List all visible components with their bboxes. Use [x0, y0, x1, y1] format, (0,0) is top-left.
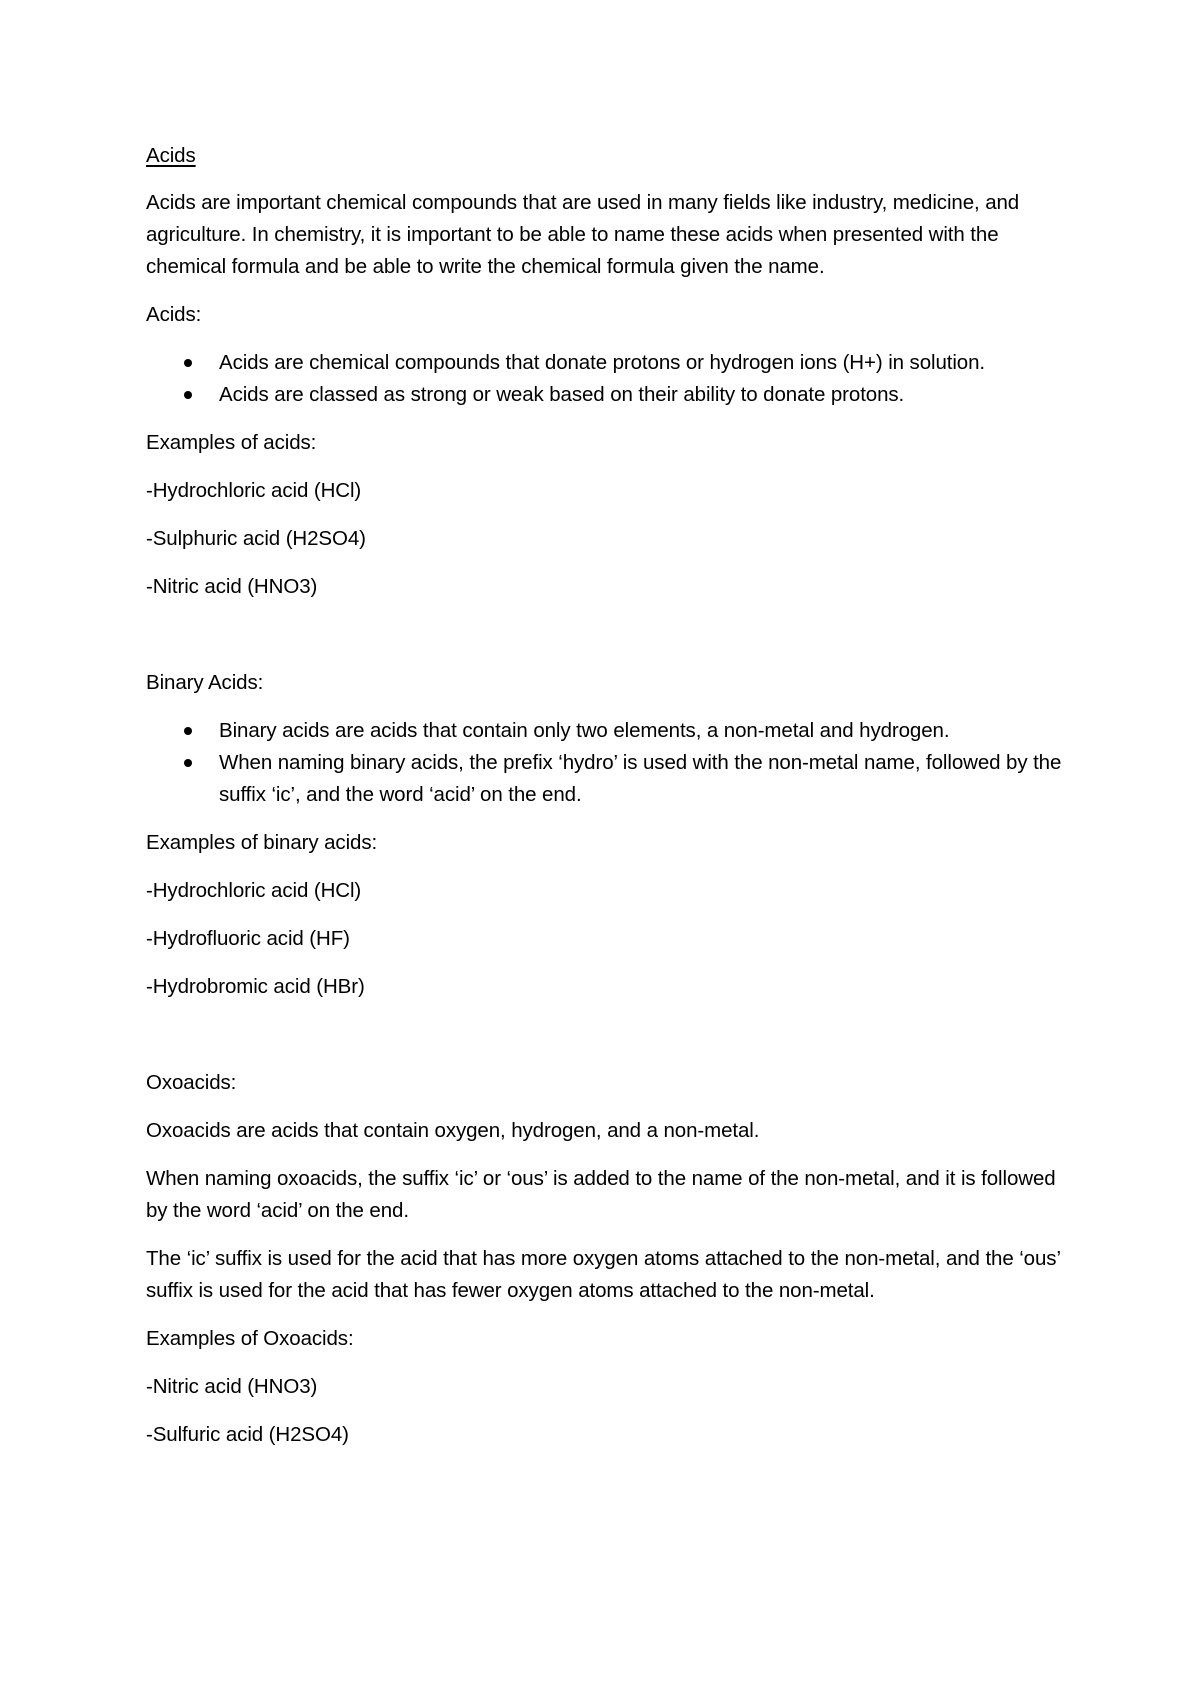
example-item: -Nitric acid (HNO3)	[146, 1375, 318, 1398]
bullet-item	[146, 379, 1066, 411]
bullet-text: Binary acids are acids that contain only two elements, a non-metal and hydrogen.	[219, 719, 950, 742]
oxoacids-paragraph: The ‘ic’ suffix is used for the acid that has more oxygen atoms attached to the non-metal, and the ‘ous’ suffix is used for the acid that has fewer oxygen atoms attached to the non-metal.	[146, 1247, 1061, 1302]
bullet-item	[146, 715, 1066, 747]
intro-paragraph: Acids are important chemical compounds that are used in many fields like industry, medicine, and agriculture. In chemistry, it is important to be able to name these acids when presented with the chemical formula and be able to write the chemical formula given the name.	[146, 191, 1020, 278]
acids-examples-label: Examples of acids:	[146, 431, 317, 454]
document-page	[146, 140, 1066, 1467]
example-item: -Hydrobromic acid (HBr)	[146, 975, 365, 998]
bullet-icon	[184, 759, 192, 767]
bullet-icon	[184, 391, 192, 399]
acids-bullet-list	[146, 347, 1066, 411]
binary-examples-label: Examples of binary acids:	[146, 831, 378, 854]
example-item: -Nitric acid (HNO3)	[146, 575, 318, 598]
oxoacids-paragraph: Oxoacids are acids that contain oxygen, hydrogen, and a non-metal.	[146, 1119, 760, 1142]
binary-bullet-list	[146, 715, 1066, 811]
oxoacids-examples-label: Examples of Oxoacids:	[146, 1327, 354, 1350]
example-item: -Hydrochloric acid (HCl)	[146, 879, 362, 902]
bullet-icon	[184, 727, 192, 735]
bullet-text: When naming binary acids, the prefix ‘hydro’ is used with the non-metal name, followed by the suffix ‘ic’, and the word ‘acid’ on the end.	[219, 751, 1062, 806]
oxoacids-paragraph: When naming oxoacids, the suffix ‘ic’ or ‘ous’ is added to the name of the non-metal, and it is followed by the word ‘acid’ on the end.	[146, 1167, 1056, 1222]
binary-acids-heading: Binary Acids:	[146, 671, 264, 694]
oxoacids-heading: Oxoacids:	[146, 1071, 237, 1094]
bullet-item	[146, 347, 1066, 379]
bullet-text: Acids are chemical compounds that donate protons or hydrogen ions (H+) in solution.	[219, 351, 986, 374]
bullet-icon	[184, 359, 192, 367]
example-item: -Sulphuric acid (H2SO4)	[146, 527, 366, 550]
section-spacer	[146, 619, 1066, 667]
example-item: -Hydrofluoric acid (HF)	[146, 927, 350, 950]
example-item: -Hydrochloric acid (HCl)	[146, 479, 362, 502]
section-spacer	[146, 1019, 1066, 1067]
bullet-item	[146, 747, 1066, 811]
document-title: Acids	[146, 144, 196, 167]
bullet-text: Acids are classed as strong or weak based on their ability to donate protons.	[219, 383, 905, 406]
example-item: -Sulfuric acid (H2SO4)	[146, 1423, 349, 1446]
acids-heading: Acids:	[146, 303, 202, 326]
